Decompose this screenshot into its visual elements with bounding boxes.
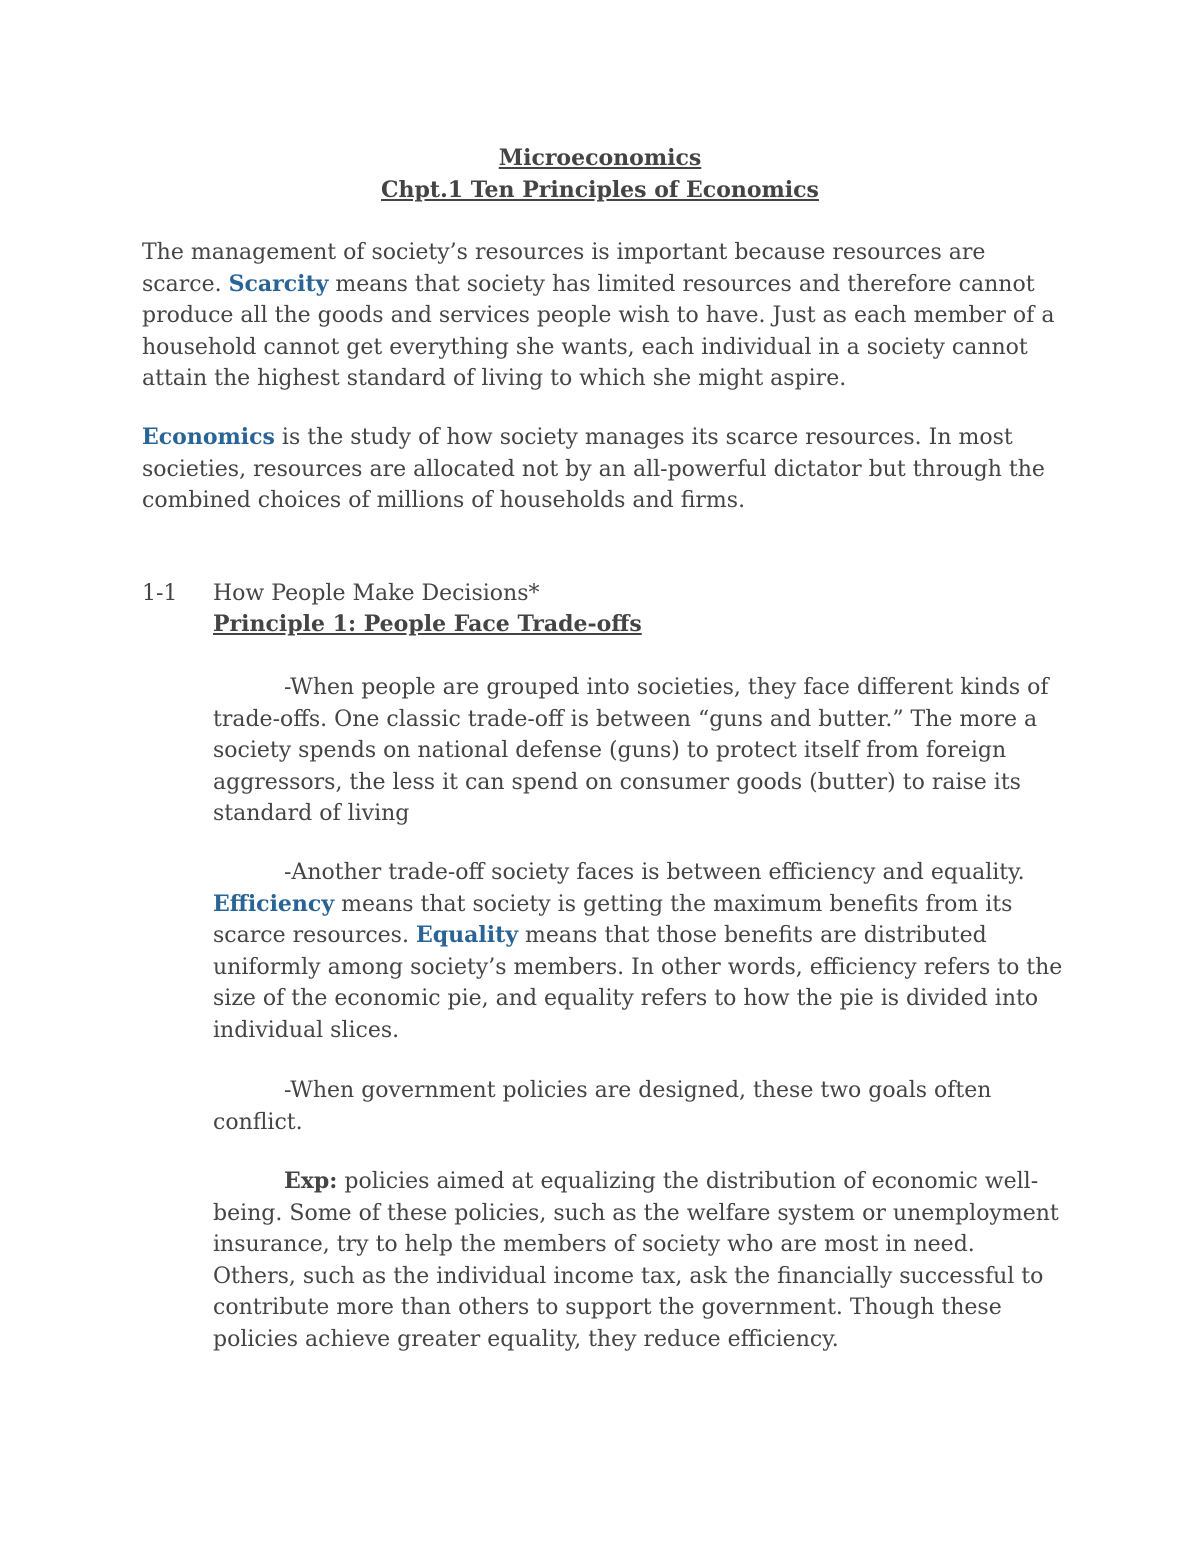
example-label: Exp: bbox=[284, 1168, 338, 1194]
intro-text: means that society has limited resources and therefore cannot produce all the goods and services people wish to have. Just as each member of a household cannot get everything she wants, each individual in a society cannot attain the highest standard of living to which she might aspire. bbox=[142, 271, 1055, 391]
body-text: -When government policies are designed, these two goals often conflict. bbox=[213, 1078, 992, 1135]
intro-paragraph-2 bbox=[142, 422, 1062, 517]
body-text: -Another trade-off society faces is between efficiency and equality. bbox=[284, 860, 1025, 885]
body-paragraph-2 bbox=[213, 857, 1063, 1046]
principle-heading: Principle 1: People Face Trade-offs bbox=[213, 611, 642, 637]
document-title: Microeconomics bbox=[498, 145, 702, 171]
keyword-scarcity: Scarcity bbox=[228, 270, 329, 297]
intro-text: is the study of how society manages its scarce resources. In most societies, resources are allocated not by an all-powerful dictator but through the combined choices of millions of households and firms. bbox=[142, 425, 1045, 513]
document-subtitle: Chpt.1 Ten Principles of Economics bbox=[381, 177, 819, 203]
section-number: 1-1 bbox=[142, 581, 178, 606]
body-paragraph-3 bbox=[213, 1075, 1063, 1138]
body-text: means that society is getting the maximum benefits from its scarce resources. bbox=[213, 891, 1013, 948]
keyword-efficiency: Efficiency bbox=[213, 890, 335, 917]
body-text: policies aimed at equalizing the distribution of economic well-being. Some of these policies, such as the welfare system or unemployment insurance, try to help the members of society who are most in need. Others, such as the individual income tax, ask the financially successful to contribute more than others to support the government. Though these policies achieve greater equality, they reduce efficiency. bbox=[213, 1169, 1059, 1352]
keyword-economics: Economics bbox=[142, 424, 275, 450]
body-paragraph-4 bbox=[213, 1166, 1063, 1355]
body-text: means that those benefits are distributed uniformly among society’s members. In other words, efficiency refers to the size of the economic pie, and equality refers to how the pie is divided into individual slices. bbox=[213, 923, 1063, 1043]
title-block bbox=[0, 142, 1200, 206]
body-paragraph-1 bbox=[213, 672, 1063, 830]
intro-paragraph-1 bbox=[142, 237, 1062, 395]
keyword-equality: Equality bbox=[415, 922, 519, 948]
intro-text: The management of society’s resources is important because resources are scarce. bbox=[142, 240, 986, 297]
body-text: -When people are grouped into societies, they face different kinds of trade-offs. One classic trade-off is between “guns and butter.” The more a society spends on national defense (guns) to protect itself from foreign aggressors, the less it can spend on consumer goods (butter) to raise its standard of living bbox=[213, 675, 1049, 826]
section-title: How People Make Decisions* bbox=[213, 581, 540, 606]
